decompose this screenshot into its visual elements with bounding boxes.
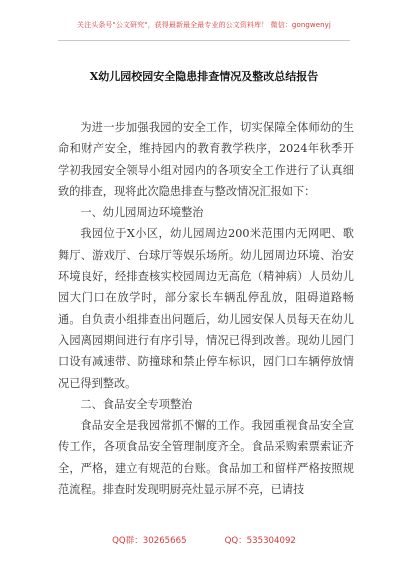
header-divider	[58, 40, 350, 41]
section-heading-1: 一、幼儿园周边环境整治	[80, 206, 204, 220]
header-notice: 关注头条号"公文研究"，获得最新最全最专业的公文资料库！ 微信：gongwenyj	[77, 21, 331, 29]
paragraph-section-1: 我园位于X小区，幼儿园周边200米范围内无网吧、歌舞厅、游戏厅、台球厅等娱乐场所。幼儿园周边环境、治安环境良好，经排查核实校园周边无高危（精神病）人员幼儿园大门口在放学时，部分家长车辆乱停乱放，阻碍道路畅通。自负责小组排查出问题后，幼儿园安保人员每天在幼儿入园离园期间进行有序引导，情况已得到改善。现幼儿园门口设有减速带、防撞球和禁止停车标识，园门口车辆停放情况已得到整改。	[58, 227, 354, 390]
document-body	[58, 117, 354, 500]
paragraph-section-2: 食品安全是我园常抓不懈的工作。我园重视食品安全宣传工作，各项食品安全管理制度齐全。食品采购索票索证齐全，严格，建立有规范的台账。食品加工和留样严格按照规范流程。排查时发现明厨亮灶显示屏不亮，已请技	[58, 419, 354, 497]
document-title: X幼儿园校园安全隐患排查情况及整改总结报告	[89, 70, 319, 83]
paragraph-intro: 为进一步加强我园的安全工作，切实保障全体师幼的生命和财产安全，维持园内的教育教学秩序，2024年秋季开学初我园安全领导小组对园内的各项安全工作进行了认真细致的排查，现将此次隐患排查与整改情况汇报如下：	[58, 121, 354, 198]
footer-qq-group: QQ群：30265665	[112, 536, 187, 546]
footer-contact	[0, 534, 408, 546]
footer-qq: QQ：535304092	[224, 536, 296, 546]
section-heading-2: 二、食品安全专项整治	[80, 397, 193, 411]
